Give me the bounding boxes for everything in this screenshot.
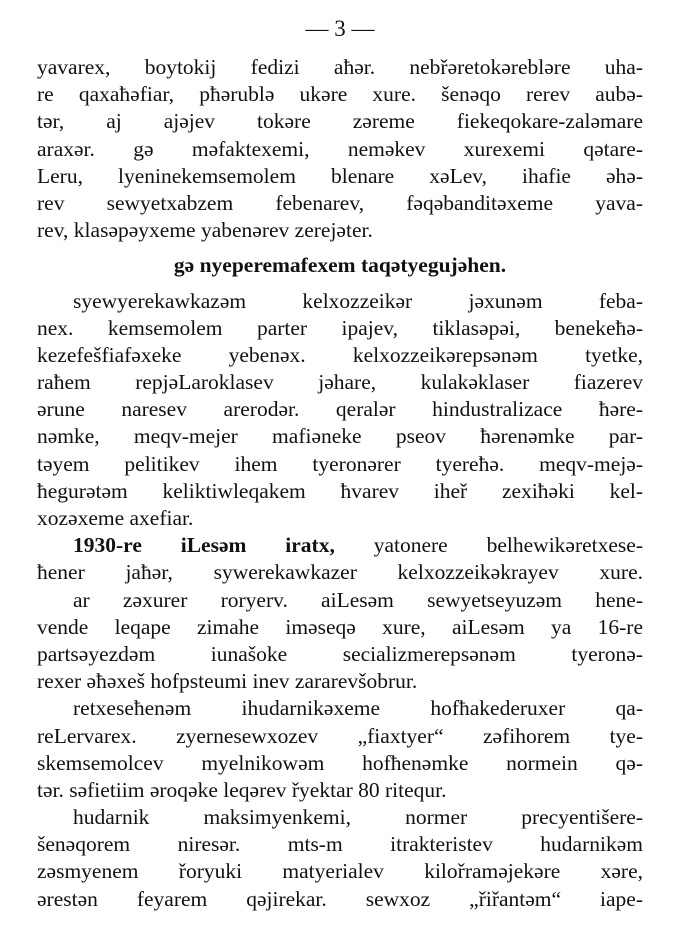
text-line: araxər. gə məfaktexemi, neməkev xurexemi qətare- bbox=[37, 136, 643, 161]
text-line: Leru, lyeninekemsemolem blenare xəLev, ihafie əhə- bbox=[37, 163, 643, 188]
text-line: ərune naresev arerodər. qeralər hindustralizace ħəre- bbox=[37, 397, 643, 422]
text-line: vende leqape zimahe iməseqə xure, aiLesəm ya 16-re bbox=[37, 614, 643, 639]
text-line: nex. kemsemolem parter ipajev, tiklasəpəi, benekeħə- bbox=[37, 315, 643, 340]
text-line: re qaxaħəfiar, pħərublə ukəre xure. šenəqo rerev aubə- bbox=[37, 82, 643, 107]
text-line: tər, aj ajəjev tokəre zəreme fiekeqokare-zaləmare bbox=[37, 109, 643, 134]
text-line: raħem repjəLaroklasev jəhare, kulakəklaser fiazerev bbox=[37, 370, 643, 395]
text-line: skemsemolcev myelnikowəm hofħenəmke normein qə- bbox=[37, 750, 643, 775]
text-line: rexer əħəxeš hofpsteumi inev zararevšobrur. bbox=[37, 669, 418, 694]
text-line: yavarex, boytokij fedizi aħər. nebřəretokərebləre uha- bbox=[37, 55, 643, 79]
text-line: təyem pelitikev ihem tyeronərer tyereħə. meqv-mejə- bbox=[37, 451, 643, 476]
text-line bbox=[37, 532, 643, 559]
text-line: ərestən feyarem qəjirekar. sewxoz „řiřantəm“ iape- bbox=[37, 886, 643, 911]
text-line: ħener jaħər, sywerekawkazer kelxozzeikəkrayev xure. bbox=[37, 560, 643, 585]
text-line: xozəxeme axefiar. bbox=[37, 506, 194, 530]
text-line: retxeseħenəm ihudarnikəxeme hofħakederuxer qa- bbox=[73, 696, 643, 721]
line-text: yatonere belhewikəretxese- bbox=[334, 533, 643, 558]
text-line: kezefešfiafəxeke yebenəx. kelxozzeikərepsənəm tyetke, bbox=[37, 342, 643, 367]
text-line: syewyerekawkazəm kelxozzeikər jəxunəm feba- bbox=[73, 288, 643, 313]
text-line: partsəyezdəm iunašoke secializmerepsənəm tyeronə- bbox=[37, 641, 643, 666]
text-line: reLervarex. zyernesewxozev „fiaxtyer“ zəfihorem tye- bbox=[37, 723, 643, 748]
text-line: zəsmyenem řoryuki matyerialev kilořraməjekəre xəre, bbox=[37, 859, 643, 884]
text-line: šenəqorem niresər. mts-m itrakteristev hudarnikəm bbox=[37, 832, 643, 857]
text-line: tər. səfietiim əroqəke leqərev řyektar 80 ritequr. bbox=[37, 777, 447, 802]
text-line: ħegurətəm keliktiwleqakem ħvarev iheř zexiħəki kel- bbox=[37, 478, 643, 503]
body-text bbox=[37, 54, 643, 913]
page-number: — 3 — bbox=[305, 16, 375, 41]
section-heading: gə nyeperemafexem taqətyegujəhen. bbox=[173, 253, 507, 278]
text-line: rev sewyetxabzem febenarev, fəqəbanditəxeme yava- bbox=[37, 190, 643, 215]
text-line: nəmke, meqv-mejer mafiəneke pseov ħərenəmke par- bbox=[37, 424, 643, 449]
text-line: ar zəxurer roryerv. aiLesəm sewyetseyuzəm hene- bbox=[73, 587, 643, 612]
bold-lead-phrase: 1930-re iLesəm iratx, bbox=[73, 533, 335, 558]
text-line: rev, klasəpəyxeme yabenərev zerejəter. bbox=[37, 218, 373, 243]
text-line: hudarnik maksimyenkemi, normer precyentišere- bbox=[73, 805, 643, 830]
